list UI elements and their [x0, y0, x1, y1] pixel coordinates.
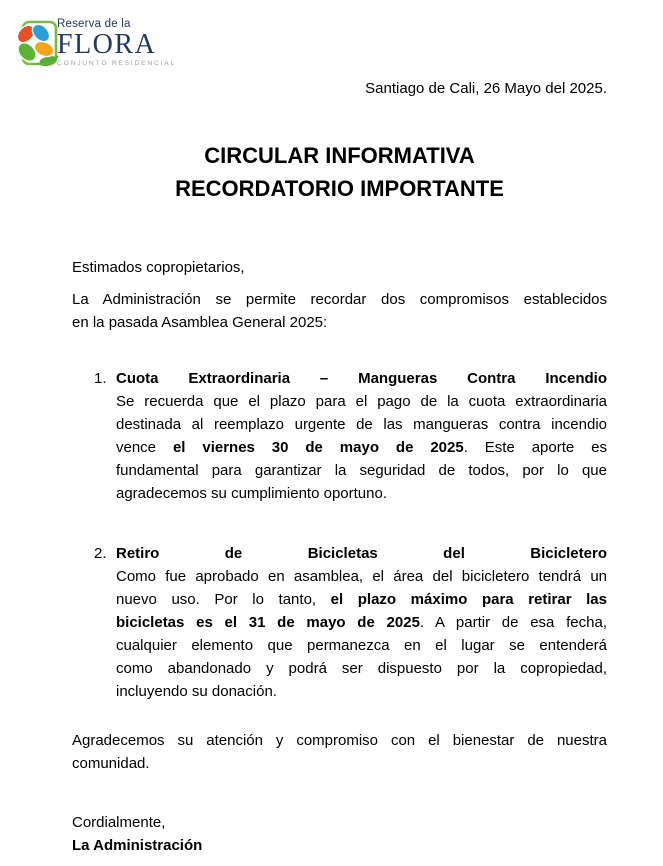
list-item-2-number: 2.	[94, 545, 107, 562]
logo-tagline-text: CONJUNTO RESIDENCIAL	[57, 60, 176, 67]
list-item-1	[72, 367, 607, 505]
document-title	[72, 139, 607, 205]
reminder-list	[72, 367, 607, 703]
list-item-2-heading: Retiro de Bicicletas del Bicicletero	[116, 545, 607, 562]
list-item-2-body: Como fue aprobado en asamblea, el área del bicicletero tendrá un nuevo uso. Por lo tanto, el plazo máximo para retirar las bicicletas es el 31 de mayo de 2025. A partir de esa fecha, cualquier elemento que permanezca en el lugar se entenderá como abandonado y podrá ser dispuesto por la copropiedad, incluyendo su donación.	[116, 568, 607, 700]
signoff-cordialmente: Cordialmente,	[72, 814, 166, 831]
logo-reserva-text: Reserva de la	[57, 18, 131, 30]
list-item-1-number: 1.	[94, 370, 107, 387]
closing-paragraph: Agradecemos su atención y compromiso con el bienestar de nuestra comunidad.	[72, 732, 607, 772]
list-item-1-body: Se recuerda que el plazo para el pago de la cuota extraordinaria destinada al reemplazo urgente de las mangueras contra incendio vence el viernes 30 de mayo de 2025. Este aporte es fundamental para garantizar la seguridad de todos, por lo que agradecemos su cumplimiento oportuno.	[116, 393, 607, 502]
greeting: Estimados copropietarios,	[72, 259, 245, 276]
title-line-1: CIRCULAR INFORMATIVA	[204, 143, 475, 168]
intro-paragraph: La Administración se permite recordar dos compromisos establecidos en la pasada Asamblea General 2025:	[72, 291, 607, 331]
signoff-administracion: La Administración	[72, 837, 203, 854]
list-item-2	[72, 542, 607, 703]
signoff	[72, 811, 607, 857]
title-line-2: RECORDATORIO IMPORTANTE	[175, 176, 504, 201]
list-item-1-heading: Cuota Extraordinaria – Mangueras Contra Incendio	[116, 370, 607, 387]
date-line: Santiago de Cali, 26 Mayo del 2025.	[365, 80, 607, 97]
logo-flora-text: FLORA	[57, 29, 157, 60]
